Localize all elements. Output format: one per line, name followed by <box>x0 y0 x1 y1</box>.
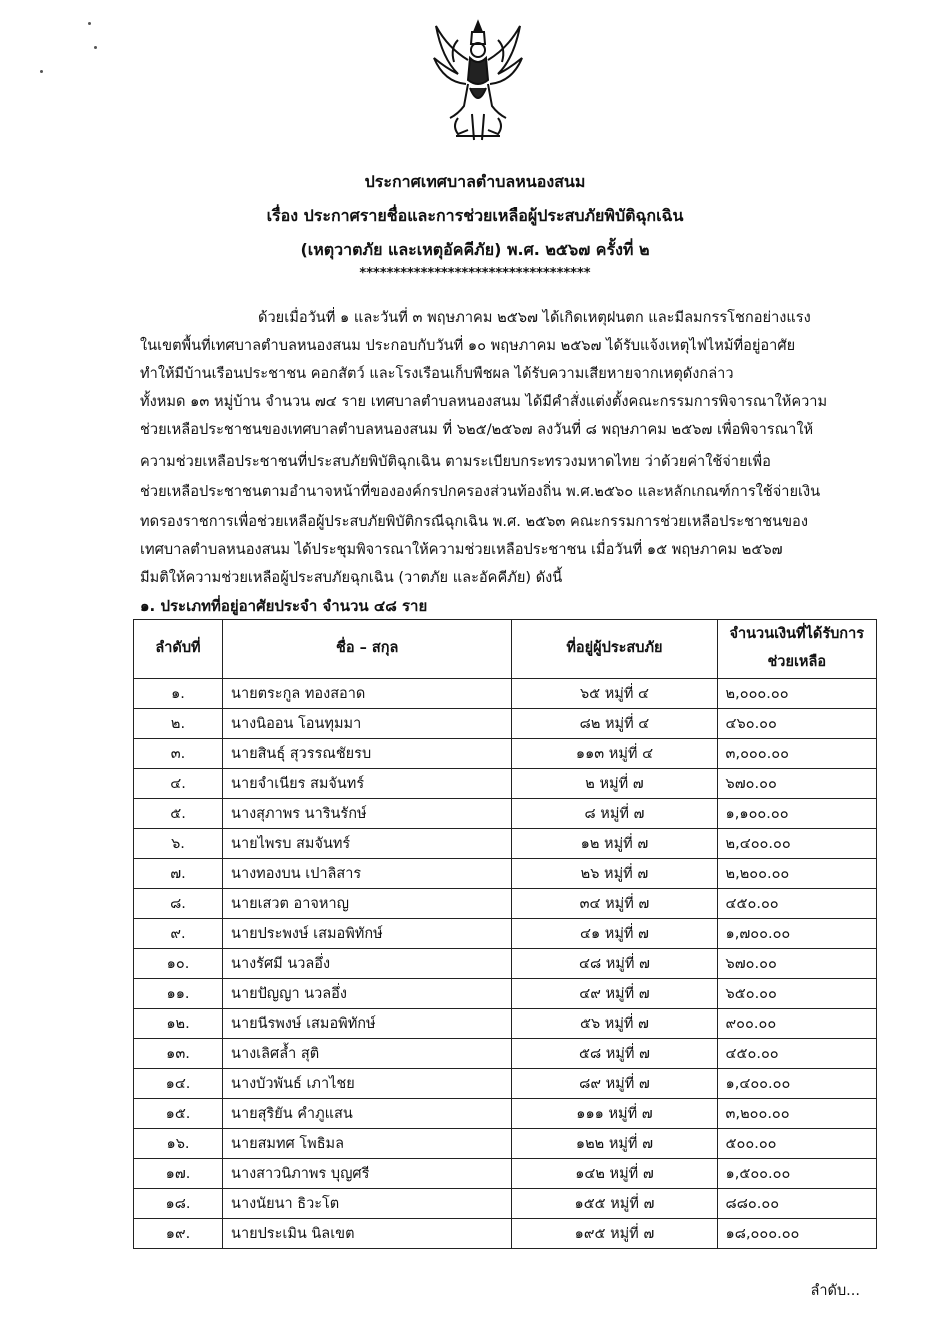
cell-number: ๑๑. <box>134 979 223 1009</box>
body-line: ทดรองราชการเพื่อช่วยเหลือผู้ประสบภัยพิบัติกรณีฉุกเฉิน พ.ศ. ๒๕๖๓ คณะกรรมการช่วยเหลือประชาชนของ <box>140 513 808 530</box>
cell-name: นายสมทศ โพธิมล <box>223 1129 512 1159</box>
cell-name: นายตระกูล ทองสอาด <box>223 679 512 709</box>
cell-number: ๑๔. <box>134 1069 223 1099</box>
scan-speck <box>94 46 97 49</box>
body-line: ความช่วยเหลือประชาชนที่ประสบภัยพิบัติฉุกเฉิน ตามระเบียบกระทรวงมหาดไทย ว่าด้วยค่าใช้จ่ายเพื่อ <box>140 453 771 470</box>
cell-address: ๘๒ หมู่ที่ ๔ <box>512 709 717 739</box>
cell-amount: ๓,๒๐๐.๐๐ <box>717 1099 876 1129</box>
cell-address: ๑๑๓ หมู่ที่ ๔ <box>512 739 717 769</box>
column-header-name: ชื่อ – สกุล <box>223 620 512 679</box>
scan-speck <box>40 70 43 73</box>
body-line: ช่วยเหลือประชาชนตามอำนาจหน้าที่ขององค์กรปกครองส่วนท้องถิ่น พ.ศ.๒๕๖๐ และหลักเกณฑ์การใช้จ่ายเงิน <box>140 483 821 500</box>
cell-number: ๖. <box>134 829 223 859</box>
section-heading: ๑. ประเภทที่อยู่อาศัยประจำ จำนวน ๔๘ ราย <box>140 597 428 615</box>
cell-address: ๑๒ หมู่ที่ ๗ <box>512 829 717 859</box>
table-row <box>134 709 877 739</box>
cell-number: ๑๕. <box>134 1099 223 1129</box>
cell-address: ๖๕ หมู่ที่ ๔ <box>512 679 717 709</box>
column-header-number: ลำดับที่ <box>134 620 223 679</box>
cell-amount: ๔๕๐.๐๐ <box>717 889 876 919</box>
table-row <box>134 679 877 709</box>
cell-amount: ๖๗๐.๐๐ <box>717 949 876 979</box>
cell-number: ๔. <box>134 769 223 799</box>
body-line: ทำให้มีบ้านเรือนประชาชน คอกสัตว์ และโรงเรือนเก็บพืชผล ได้รับความเสียหายจากเหตุดังกล่าว <box>140 365 734 382</box>
column-header-address: ที่อยู่ผู้ประสบภัย <box>512 620 717 679</box>
cell-amount: ๖๗๐.๐๐ <box>717 769 876 799</box>
cell-address: ๓๔ หมู่ที่ ๗ <box>512 889 717 919</box>
cell-amount: ๔๖๐.๐๐ <box>717 709 876 739</box>
cell-number: ๑๘. <box>134 1189 223 1219</box>
table-row <box>134 919 877 949</box>
cell-address: ๔๙ หมู่ที่ ๗ <box>512 979 717 1009</box>
table-row <box>134 1039 877 1069</box>
cell-name: นายนีรพงษ์ เสมอพิทักษ์ <box>223 1009 512 1039</box>
table-row <box>134 1069 877 1099</box>
scan-speck <box>88 22 91 25</box>
cell-name: นายไพรบ สมจันทร์ <box>223 829 512 859</box>
garuda-emblem <box>428 18 528 146</box>
cell-number: ๕. <box>134 799 223 829</box>
table-row <box>134 1099 877 1129</box>
cell-number: ๓. <box>134 739 223 769</box>
cell-amount: ๕๐๐.๐๐ <box>717 1129 876 1159</box>
cell-name: นางนิออน โอนทุมมา <box>223 709 512 739</box>
cell-address: ๑๑๑ หมู่ที่ ๗ <box>512 1099 717 1129</box>
cell-amount: ๑,๕๐๐.๐๐ <box>717 1159 876 1189</box>
cell-address: ๕๖ หมู่ที่ ๗ <box>512 1009 717 1039</box>
cell-amount: ๑,๗๐๐.๐๐ <box>717 919 876 949</box>
cell-address: ๑๕๕ หมู่ที่ ๗ <box>512 1189 717 1219</box>
column-header-amount-line2: ช่วยเหลือ <box>767 654 827 670</box>
cell-name: นางเลิศล้ำ สุติ <box>223 1039 512 1069</box>
cell-number: ๑๐. <box>134 949 223 979</box>
cell-amount: ๙๐๐.๐๐ <box>717 1009 876 1039</box>
table-row <box>134 1159 877 1189</box>
cell-amount: ๒,๐๐๐.๐๐ <box>717 679 876 709</box>
cell-amount: ๒,๒๐๐.๐๐ <box>717 859 876 889</box>
cell-amount: ๑,๔๐๐.๐๐ <box>717 1069 876 1099</box>
cell-address: ๑๔๒ หมู่ที่ ๗ <box>512 1159 717 1189</box>
table-row <box>134 889 877 919</box>
cell-address: ๒๖ หมู่ที่ ๗ <box>512 859 717 889</box>
cell-number: ๙. <box>134 919 223 949</box>
cell-name: นางบัวพันธ์ เภาไชย <box>223 1069 512 1099</box>
cell-address: ๔๑ หมู่ที่ ๗ <box>512 919 717 949</box>
cell-number: ๑๖. <box>134 1129 223 1159</box>
document-subject: เรื่อง ประกาศรายชื่อและการช่วยเหลือผู้ประสบภัยพิบัติฉุกเฉิน <box>266 206 684 225</box>
cell-address: ๔๘ หมู่ที่ ๗ <box>512 949 717 979</box>
document-title: ประกาศเทศบาลตำบลหนองสนม <box>364 172 586 191</box>
cell-address: ๒ หมู่ที่ ๗ <box>512 769 717 799</box>
cell-amount: ๑,๑๐๐.๐๐ <box>717 799 876 829</box>
table-row <box>134 1009 877 1039</box>
table-row <box>134 1189 877 1219</box>
column-header-amount <box>717 620 876 679</box>
cell-amount: ๔๕๐.๐๐ <box>717 1039 876 1069</box>
divider-stars: ********************************** <box>359 266 591 281</box>
cell-name: นางทองบน เปาลิสาร <box>223 859 512 889</box>
cell-amount: ๑๘,๐๐๐.๐๐ <box>717 1219 876 1249</box>
body-line: มีมติให้ความช่วยเหลือผู้ประสบภัยฉุกเฉิน (วาตภัย และอัคคีภัย) ดังนี้ <box>140 569 563 586</box>
table-row <box>134 949 877 979</box>
cell-number: ๗. <box>134 859 223 889</box>
cell-name: นายประพงษ์ เสมอพิทักษ์ <box>223 919 512 949</box>
cell-name: นายสินธุ์ สุวรรณชัยรบ <box>223 739 512 769</box>
table-row <box>134 739 877 769</box>
table-header-row <box>134 620 877 679</box>
continued-label: ลำดับ... <box>810 1283 860 1299</box>
cell-amount: ๓,๐๐๐.๐๐ <box>717 739 876 769</box>
column-header-amount-line1: จำนวนเงินที่ได้รับการ <box>729 626 865 643</box>
table-row <box>134 859 877 889</box>
cell-amount: ๘๘๐.๐๐ <box>717 1189 876 1219</box>
cell-number: ๑๒. <box>134 1009 223 1039</box>
cell-number: ๑. <box>134 679 223 709</box>
cell-amount: ๒,๔๐๐.๐๐ <box>717 829 876 859</box>
cell-name: นางสาวนิภาพร บุญศรี <box>223 1159 512 1189</box>
table-row <box>134 1219 877 1249</box>
table-row <box>134 829 877 859</box>
cell-name: นางสุภาพร นารินรักษ์ <box>223 799 512 829</box>
body-line: เทศบาลตำบลหนองสนม ได้ประชุมพิจารณาให้ความช่วยเหลือประชาชน เมื่อวันที่ ๑๕ พฤษภาคม ๒๕๖๗ <box>140 541 783 558</box>
cell-name: นายปัญญา นวลอึ่ง <box>223 979 512 1009</box>
cell-number: ๑๙. <box>134 1219 223 1249</box>
cell-number: ๑๓. <box>134 1039 223 1069</box>
table-row <box>134 799 877 829</box>
cell-name: นางนัยนา ธิวะโต <box>223 1189 512 1219</box>
cell-amount: ๖๕๐.๐๐ <box>717 979 876 1009</box>
cell-address: ๕๘ หมู่ที่ ๗ <box>512 1039 717 1069</box>
table-row <box>134 769 877 799</box>
cell-name: นายประเมิน นิลเขต <box>223 1219 512 1249</box>
cell-name: นายสุริยัน คำภูแสน <box>223 1099 512 1129</box>
cell-number: ๘. <box>134 889 223 919</box>
cell-name: นายจำเนียร สมจันทร์ <box>223 769 512 799</box>
body-line: ในเขตพื้นที่เทศบาลตำบลหนองสนม ประกอบกับวันที่ ๑๐ พฤษภาคม ๒๕๖๗ ได้รับแจ้งเหตุไฟไหม้ที่อยู่อาศัย <box>140 337 796 354</box>
cell-number: ๑๗. <box>134 1159 223 1189</box>
cell-address: ๑๙๕ หมู่ที่ ๗ <box>512 1219 717 1249</box>
document-subtitle: (เหตุวาตภัย และเหตุอัคคีภัย) พ.ศ. ๒๕๖๗ ครั้งที่ ๒ <box>300 240 650 259</box>
cell-number: ๒. <box>134 709 223 739</box>
beneficiary-table <box>133 619 877 1249</box>
cell-name: นางรัศมี นวลอึ่ง <box>223 949 512 979</box>
cell-address: ๘ หมู่ที่ ๗ <box>512 799 717 829</box>
cell-address: ๑๒๒ หมู่ที่ ๗ <box>512 1129 717 1159</box>
body-line: ช่วยเหลือประชาชนของเทศบาลตำบลหนองสนม ที่ ๖๒๕/๒๕๖๗ ลงวันที่ ๘ พฤษภาคม ๒๕๖๗ เพื่อพิจารณาให้ <box>140 421 814 438</box>
cell-address: ๘๙ หมู่ที่ ๗ <box>512 1069 717 1099</box>
cell-name: นายเสวต อาจหาญ <box>223 889 512 919</box>
table-row <box>134 1129 877 1159</box>
body-line: ด้วยเมื่อวันที่ ๑ และวันที่ ๓ พฤษภาคม ๒๕๖๗ ได้เกิดเหตุฝนตก และมีลมกรรโชกอย่างแรง <box>258 309 811 326</box>
body-line: ทั้งหมด ๑๓ หมู่บ้าน จำนวน ๗๔ ราย เทศบาลตำบลหนองสนม ได้มีคำสั่งแต่งตั้งคณะกรรมการพิจารณาให้ความ <box>140 393 828 410</box>
table-row <box>134 979 877 1009</box>
